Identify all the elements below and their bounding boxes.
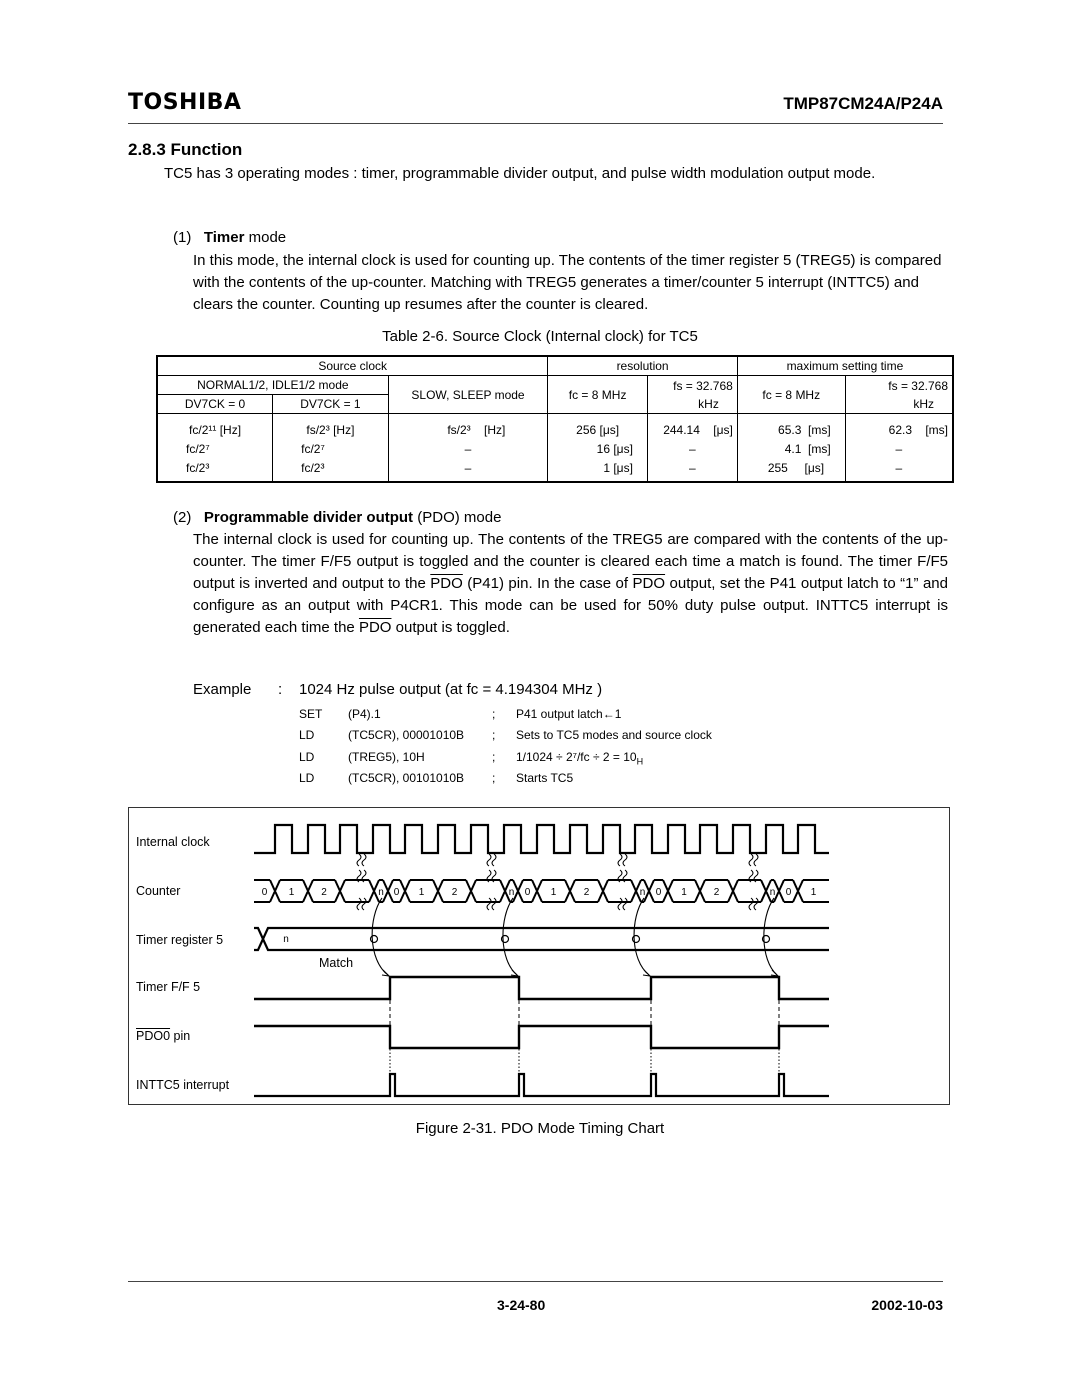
cell-max-fs: – xyxy=(845,439,953,458)
pdo-pin-suffix: pin xyxy=(170,1029,191,1043)
th-dv7ck-1: DV7CK = 1 xyxy=(273,395,389,414)
th-resolution: resolution xyxy=(548,356,738,376)
part-number: TMP87CM24A/P24A xyxy=(783,94,943,113)
counter-value: 1 xyxy=(288,887,295,898)
page-date: 2002-10-03 xyxy=(871,1297,943,1313)
brand-logo: TOSHIBA xyxy=(128,90,242,115)
code-operand: (TREG5), 10H xyxy=(348,750,425,764)
cell-res-fs: 244.14 [μs] xyxy=(647,414,737,440)
match-label: Match xyxy=(319,956,354,970)
cell-dv1: fc/2³ xyxy=(273,458,389,482)
th-fs-max-line1: fs = 32.768 xyxy=(888,378,948,393)
code-op: LD xyxy=(299,771,315,785)
pdo-overline: $\overline{PDO}$ xyxy=(430,575,463,592)
break-mark-icon xyxy=(357,898,366,910)
break-mark-icon xyxy=(618,854,627,866)
timer-register-waveform xyxy=(254,928,829,950)
cell-dv0: fc/2⁷ xyxy=(157,439,273,458)
pdo-text-part: (P41) pin. In the case of xyxy=(462,575,633,592)
counter-value: n xyxy=(769,887,776,898)
counter-value: n xyxy=(378,887,384,898)
cell-dv0: fc/2¹¹ [Hz] xyxy=(157,414,273,440)
signal-label-internal-clock: Internal clock xyxy=(136,835,210,849)
cell-slow: fs/2³ [Hz] xyxy=(388,414,548,440)
code-operand: (P4).1 xyxy=(348,707,381,721)
cell-dv1: fc/2⁷ xyxy=(273,439,389,458)
th-fc8-res: fc = 8 MHz xyxy=(548,376,648,414)
th-normal-idle: NORMAL1/2, IDLE1/2 mode xyxy=(157,376,388,395)
counter-value: 2 xyxy=(583,887,590,898)
code-op: LD xyxy=(299,750,315,764)
th-fs-res-line1: fs = 32.768 xyxy=(673,378,733,393)
cell-res-fs: – xyxy=(647,439,737,458)
pdo-mode-number: (2) xyxy=(173,509,192,526)
counter-value: 1 xyxy=(810,887,817,898)
signal-label-timer-register: Timer register 5 xyxy=(136,933,224,947)
th-max-time: maximum setting time xyxy=(737,356,953,376)
counter-value: 1 xyxy=(550,887,557,898)
th-fc8-max: fc = 8 MHz xyxy=(737,376,845,414)
code-semicolon: ; xyxy=(492,771,496,785)
break-mark-icon xyxy=(487,854,496,866)
pdo-text-part: The internal clock is used for counting up. The contents of the TREG5 are compared with the contents of the up-counter. The timer F/F5 output is toggled and the counter is cleared each time a match is found. The timer F/F5 output is inverted and output to the xyxy=(193,531,948,592)
break-mark-icon xyxy=(749,854,758,866)
pdo-overline: $\overline{PDO}$ xyxy=(358,619,392,636)
pdo-text-part: output is toggled. xyxy=(391,619,510,636)
code-operand: (TC5CR), 00101010B xyxy=(348,771,465,785)
cell-res-fc: 16 [μs] xyxy=(548,439,648,458)
counter-value: 0 xyxy=(393,887,400,898)
counter-bus-waveform xyxy=(254,880,829,902)
break-mark-icon xyxy=(749,898,758,910)
counter-value: 2 xyxy=(451,887,458,898)
code-semicolon: ; xyxy=(492,728,496,742)
cell-slow: – xyxy=(388,458,548,482)
counter-value: n xyxy=(508,887,515,898)
page-number: 3-24-80 xyxy=(497,1297,546,1313)
signal-label-counter: Counter xyxy=(136,884,181,898)
th-source-clock: Source clock xyxy=(157,356,548,376)
arrow-head-icon xyxy=(511,970,518,976)
internal-clock-waveform xyxy=(254,825,829,853)
code-comment: P41 output latch←1 xyxy=(516,707,622,721)
arrow-head-icon xyxy=(771,970,778,976)
timer-ff-waveform xyxy=(254,977,829,999)
pdo-mode-bold: Programmable divider output xyxy=(203,509,414,526)
code-comment: Starts TC5 xyxy=(516,771,574,785)
cell-dv1: fs/2³ [Hz] xyxy=(273,414,389,440)
counter-value: 0 xyxy=(261,887,268,898)
footer-divider xyxy=(128,1281,943,1282)
match-point-icon xyxy=(371,936,378,943)
example-colon: : xyxy=(278,681,283,698)
pdo-text-part: output, set the P41 output latch to “1” and configure as an output with P4CR1. This mode can be used for 50% duty pulse output. INTTC5 interrupt is generated each time the xyxy=(193,575,948,636)
code-semicolon: ; xyxy=(492,707,496,721)
th-fs-max-line2: kHz xyxy=(913,396,934,411)
cell-max-fc: 255 [μs] xyxy=(737,458,845,482)
signal-label-inttc5: INTTC5 interrupt xyxy=(136,1078,230,1092)
cell-res-fs: – xyxy=(647,458,737,482)
code-semicolon: ; xyxy=(492,750,496,764)
cell-dv0: fc/2³ xyxy=(157,458,273,482)
code-comment: Sets to TC5 modes and source clock xyxy=(516,728,712,742)
counter-value: 1 xyxy=(418,887,425,898)
table-caption: Table 2-6. Source Clock (Internal clock) for TC5 xyxy=(382,328,698,345)
counter-value: 2 xyxy=(713,887,720,898)
code-op: SET xyxy=(299,707,323,721)
counter-value: 0 xyxy=(524,887,531,898)
cell-slow: – xyxy=(388,439,548,458)
th-fs-res-line2: kHz xyxy=(698,396,719,411)
example-title: 1024 Hz pulse output (at fc = 4.194304 MHz ) xyxy=(299,681,603,698)
counter-value: n xyxy=(639,887,646,898)
timer-mode-number: (1) xyxy=(173,229,192,246)
code-operand: (TC5CR), 00001010B xyxy=(348,728,465,742)
figure-caption: Figure 2-31. PDO Mode Timing Chart xyxy=(415,1120,665,1137)
cell-max-fs: 62.3 [ms] xyxy=(845,414,953,440)
example-label: Example xyxy=(193,681,252,698)
inttc5-waveform xyxy=(254,1074,829,1096)
pdo-pin-waveform xyxy=(254,1026,829,1048)
signal-label-timer-ff: Timer F/F 5 xyxy=(136,980,201,994)
break-mark-icon xyxy=(487,898,496,910)
timer-mode-rest: mode xyxy=(244,229,287,246)
pdo-pin-overline: PDO0 xyxy=(136,1029,171,1043)
counter-value: 1 xyxy=(681,887,687,898)
break-mark-icon xyxy=(618,898,627,910)
timer-mode-text: In this mode, the internal clock is used for counting up. The contents of the timer register 5 (TREG5) is compared with the contents of the up-counter. Matching with TREG5 generates a timer/counter 5 interrupt (INTTC5) and clears the counter. Counting up resumes after the counter is cleared. xyxy=(193,252,942,313)
timer-register-value: n xyxy=(283,934,289,945)
counter-value: 0 xyxy=(785,887,792,898)
cell-max-fc: 65.3 [ms] xyxy=(737,414,845,440)
cell-res-fc: 1 [μs] xyxy=(548,458,648,482)
pdo-overline: $\overline{PDO}$ xyxy=(632,575,666,592)
section-title: 2.8.3 Function xyxy=(128,140,243,159)
pdo-mode-rest: (PDO) mode xyxy=(413,509,502,526)
section-intro: TC5 has 3 operating modes : timer, programmable divider output, and pulse width modulation output mode. xyxy=(164,165,876,182)
timer-mode-bold: Timer xyxy=(203,229,245,246)
code-comment-text: 1/1024 ÷ 2⁷/fc ÷ 2 = 10 xyxy=(516,750,637,764)
counter-value: 0 xyxy=(655,887,662,898)
code-op: LD xyxy=(299,728,315,742)
break-mark-icon xyxy=(357,854,366,866)
th-slow-sleep: SLOW, SLEEP mode xyxy=(388,376,548,414)
cell-max-fc: 4.1 [ms] xyxy=(737,439,845,458)
code-comment-subscript: H xyxy=(636,756,644,767)
cell-max-fs: – xyxy=(845,458,953,482)
cell-res-fc: 256 [μs] xyxy=(548,414,648,440)
counter-value: 2 xyxy=(321,887,327,898)
th-dv7ck-0: DV7CK = 0 xyxy=(157,395,273,414)
